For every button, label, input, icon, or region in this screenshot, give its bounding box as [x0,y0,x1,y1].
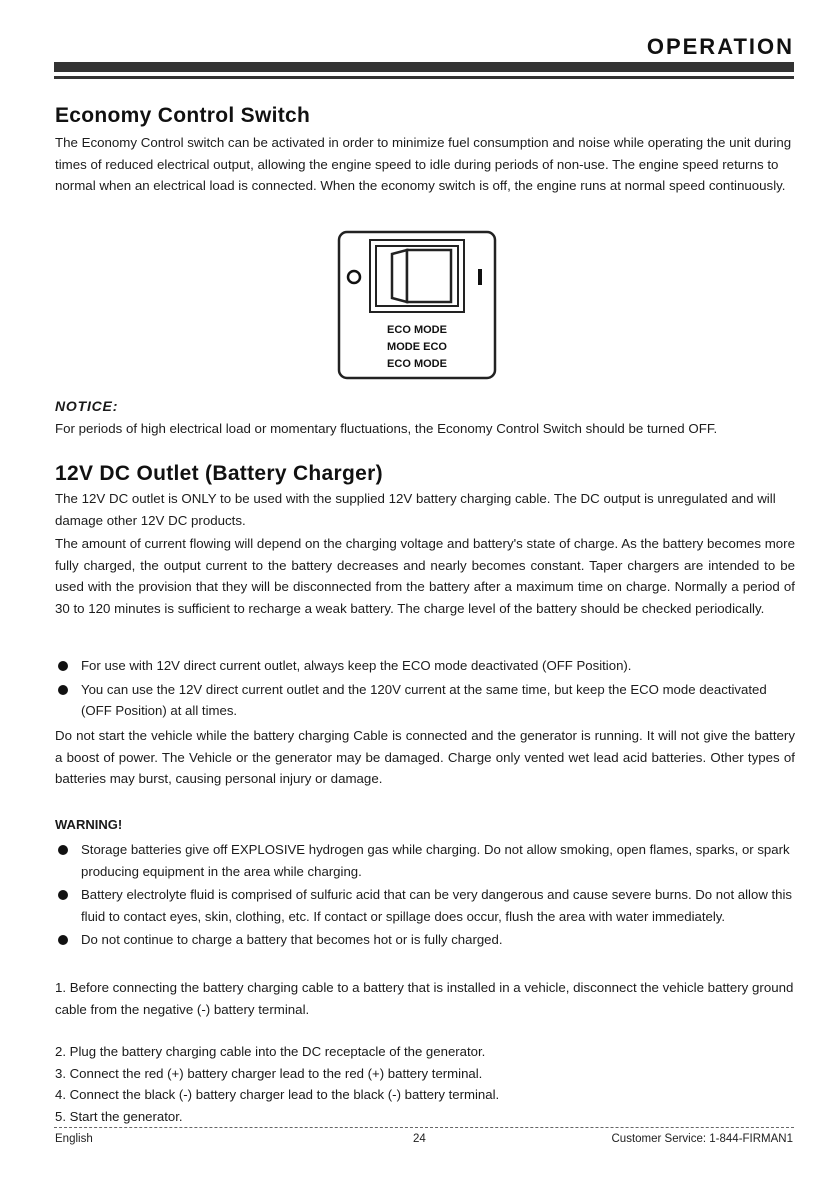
list-item [55,839,795,882]
step-item: 3. Connect the red (+) battery charger lead to the red (+) battery terminal. [55,1065,483,1081]
section-title: OPERATION [646,34,794,59]
economy-paragraph: The Economy Control switch can be activated in order to minimize fuel consumption and noise while operating the unit during times of reduced electrical output, allowing the engine speed to idle during periods of non-use. The engine speed returns to normal when an electrical load is connected. When the economy switch is off, the engine runs at normal speed continuously. [55,135,792,193]
list-item-text: Storage batteries give off EXPLOSIVE hydrogen gas while charging. Do not allow smoking, open flames, sparks, or spark producing equipment in the area while charging. [81,842,790,879]
footer-customer-service: Customer Service: 1-844-FIRMAN1 [611,1133,793,1145]
step-item: 5. Start the generator. [55,1108,183,1124]
step-item: 4. Connect the black (-) battery charger lead to the black (-) battery terminal. [55,1087,500,1102]
list-item-text: You can use the 12V direct current outlet and the 120V current at the same time, but keep the ECO mode deactivated (OFF Position) at all times. [81,681,767,718]
bullet-icon [58,845,68,855]
eco-label-3: ECO MODE [387,358,447,370]
dc-outlet-paragraph-2: The amount of current flowing will depend on the charging voltage and battery's state of charge. As the battery becomes more fully charged, the output current to the battery decreases and nearly becomes constant. Taper chargers are intended to be used with the provision that they will be disconnected from the battery after a maximum time on charge. Normally a period of 30 to 120 minutes is sufficient to recharge a weak battery. The charge level of the battery should be checked periodically. [55,536,795,616]
off-symbol-icon [348,271,360,283]
bullet-icon [58,890,68,900]
list-item [55,929,795,951]
list-item [55,655,795,677]
switch-rocker-face [407,250,451,302]
steps-list [55,1041,795,1127]
step-item: 2. Plug the battery charging cable into the DC receptacle of the generator. [55,1044,486,1059]
header-rule-thin [54,76,794,79]
notice-text: For periods of high electrical load or momentary fluctuations, the Economy Control Switch should be turned OFF. [55,421,718,436]
list-item-text: For use with 12V direct current outlet, always keep the ECO mode deactivated (OFF Position). [81,658,632,673]
header-rule-thick [54,62,794,72]
list-item [55,884,795,927]
list-item [55,679,795,722]
page-number: 24 [413,1133,426,1145]
bullet-icon [58,935,68,945]
dc-outlet-paragraph-3: Do not start the vehicle while the battery charging Cable is connected and the generator is running. It will not give the battery a boost of power. The Vehicle or the generator may be damaged. Charge only vented wet lead acid batteries. Other types of batteries may burst, causing personal injury or damage. [55,728,795,786]
switch-rocker-left [392,250,407,302]
eco-switch-illustration [337,230,497,380]
footer-language: English [55,1133,93,1145]
footer-divider [54,1127,794,1128]
eco-label-2: MODE ECO [387,341,447,353]
on-symbol-icon [478,269,482,285]
warning-bullet-list [55,839,795,953]
eco-label-1: ECO MODE [387,324,447,336]
step-1: 1. Before connecting the battery charging cable to a battery that is installed in a vehicle, disconnect the vehicle battery ground cable from the negative (-) battery terminal. [55,980,794,1017]
dc-outlet-paragraph-1: The 12V DC outlet is ONLY to be used with the supplied 12V battery charging cable. The DC output is unregulated and will damage other 12V DC products. [55,491,776,528]
bullet-icon [58,661,68,671]
economy-heading: Economy Control Switch [55,104,311,127]
notice-title: NOTICE: [55,398,119,414]
list-item-text: Do not continue to charge a battery that becomes hot or is fully charged. [81,932,503,947]
warning-title: WARNING! [55,817,123,832]
dc-outlet-heading: 12V DC Outlet (Battery Charger) [55,462,383,485]
eco-bullet-list [55,655,795,724]
bullet-icon [58,685,68,695]
list-item-text: Battery electrolyte fluid is comprised of sulfuric acid that can be very dangerous and cause severe burns. Do not allow this fluid to contact eyes, skin, clothing, etc. If contact or spillage does occur, flush the area with water immediately. [81,887,793,924]
